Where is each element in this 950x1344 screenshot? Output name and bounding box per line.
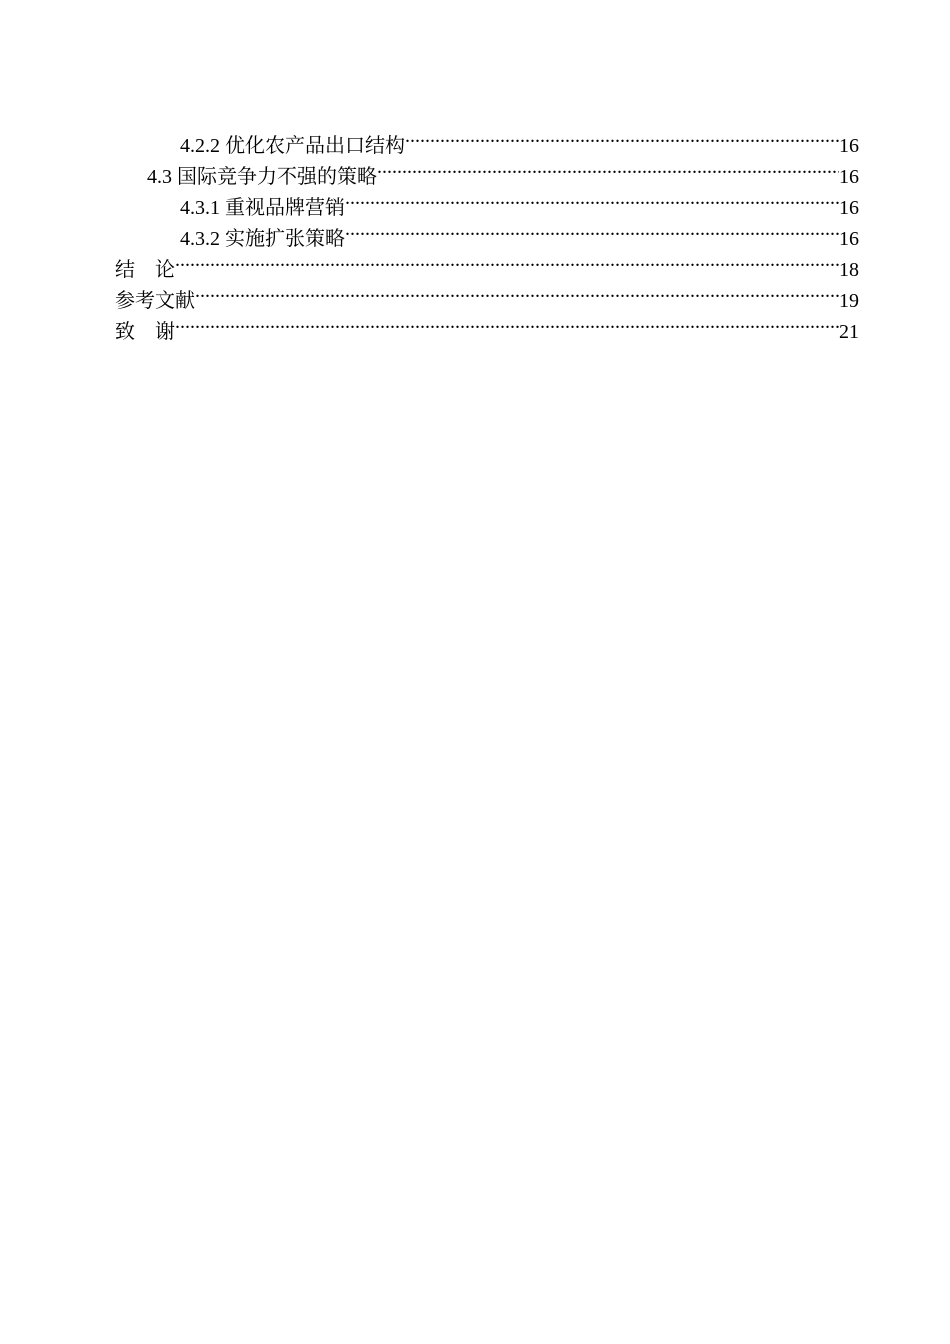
toc-entry[interactable]	[115, 276, 859, 312]
toc-entry[interactable]	[115, 121, 859, 157]
toc-entry-title: 4.3.1 重视品牌营销	[180, 197, 345, 219]
toc-entry-title: 致 谢	[115, 321, 175, 343]
toc-entry-page-number: 16	[839, 166, 859, 188]
toc-entry[interactable]	[115, 307, 859, 343]
toc-leader-dots	[405, 121, 839, 152]
toc-entry-page-number: 16	[839, 228, 859, 250]
toc-leader-dots	[345, 214, 839, 245]
toc-entry-page-number: 16	[839, 197, 859, 219]
toc-leader-dots	[345, 183, 839, 214]
toc-entry-title: 结 论	[115, 259, 175, 281]
toc-leader-dots	[377, 152, 839, 183]
toc-leader-dots	[195, 276, 839, 307]
toc-entry-page-number: 16	[839, 135, 859, 157]
toc-entry-title: 参考文献	[115, 290, 195, 312]
toc-entry[interactable]	[115, 245, 859, 281]
toc-leader-dots	[175, 307, 839, 338]
toc-entry-title: 4.3 国际竞争力不强的策略	[147, 166, 377, 188]
toc-entry-title: 4.3.2 实施扩张策略	[180, 228, 345, 250]
toc-leader-dots	[175, 245, 839, 276]
toc-entry-title: 4.2.2 优化农产品出口结构	[180, 135, 405, 157]
toc-entry-page-number: 19	[839, 290, 859, 312]
toc-entry-page-number: 18	[839, 259, 859, 281]
table-of-contents	[115, 121, 859, 343]
toc-entry-page-number: 21	[839, 321, 859, 343]
